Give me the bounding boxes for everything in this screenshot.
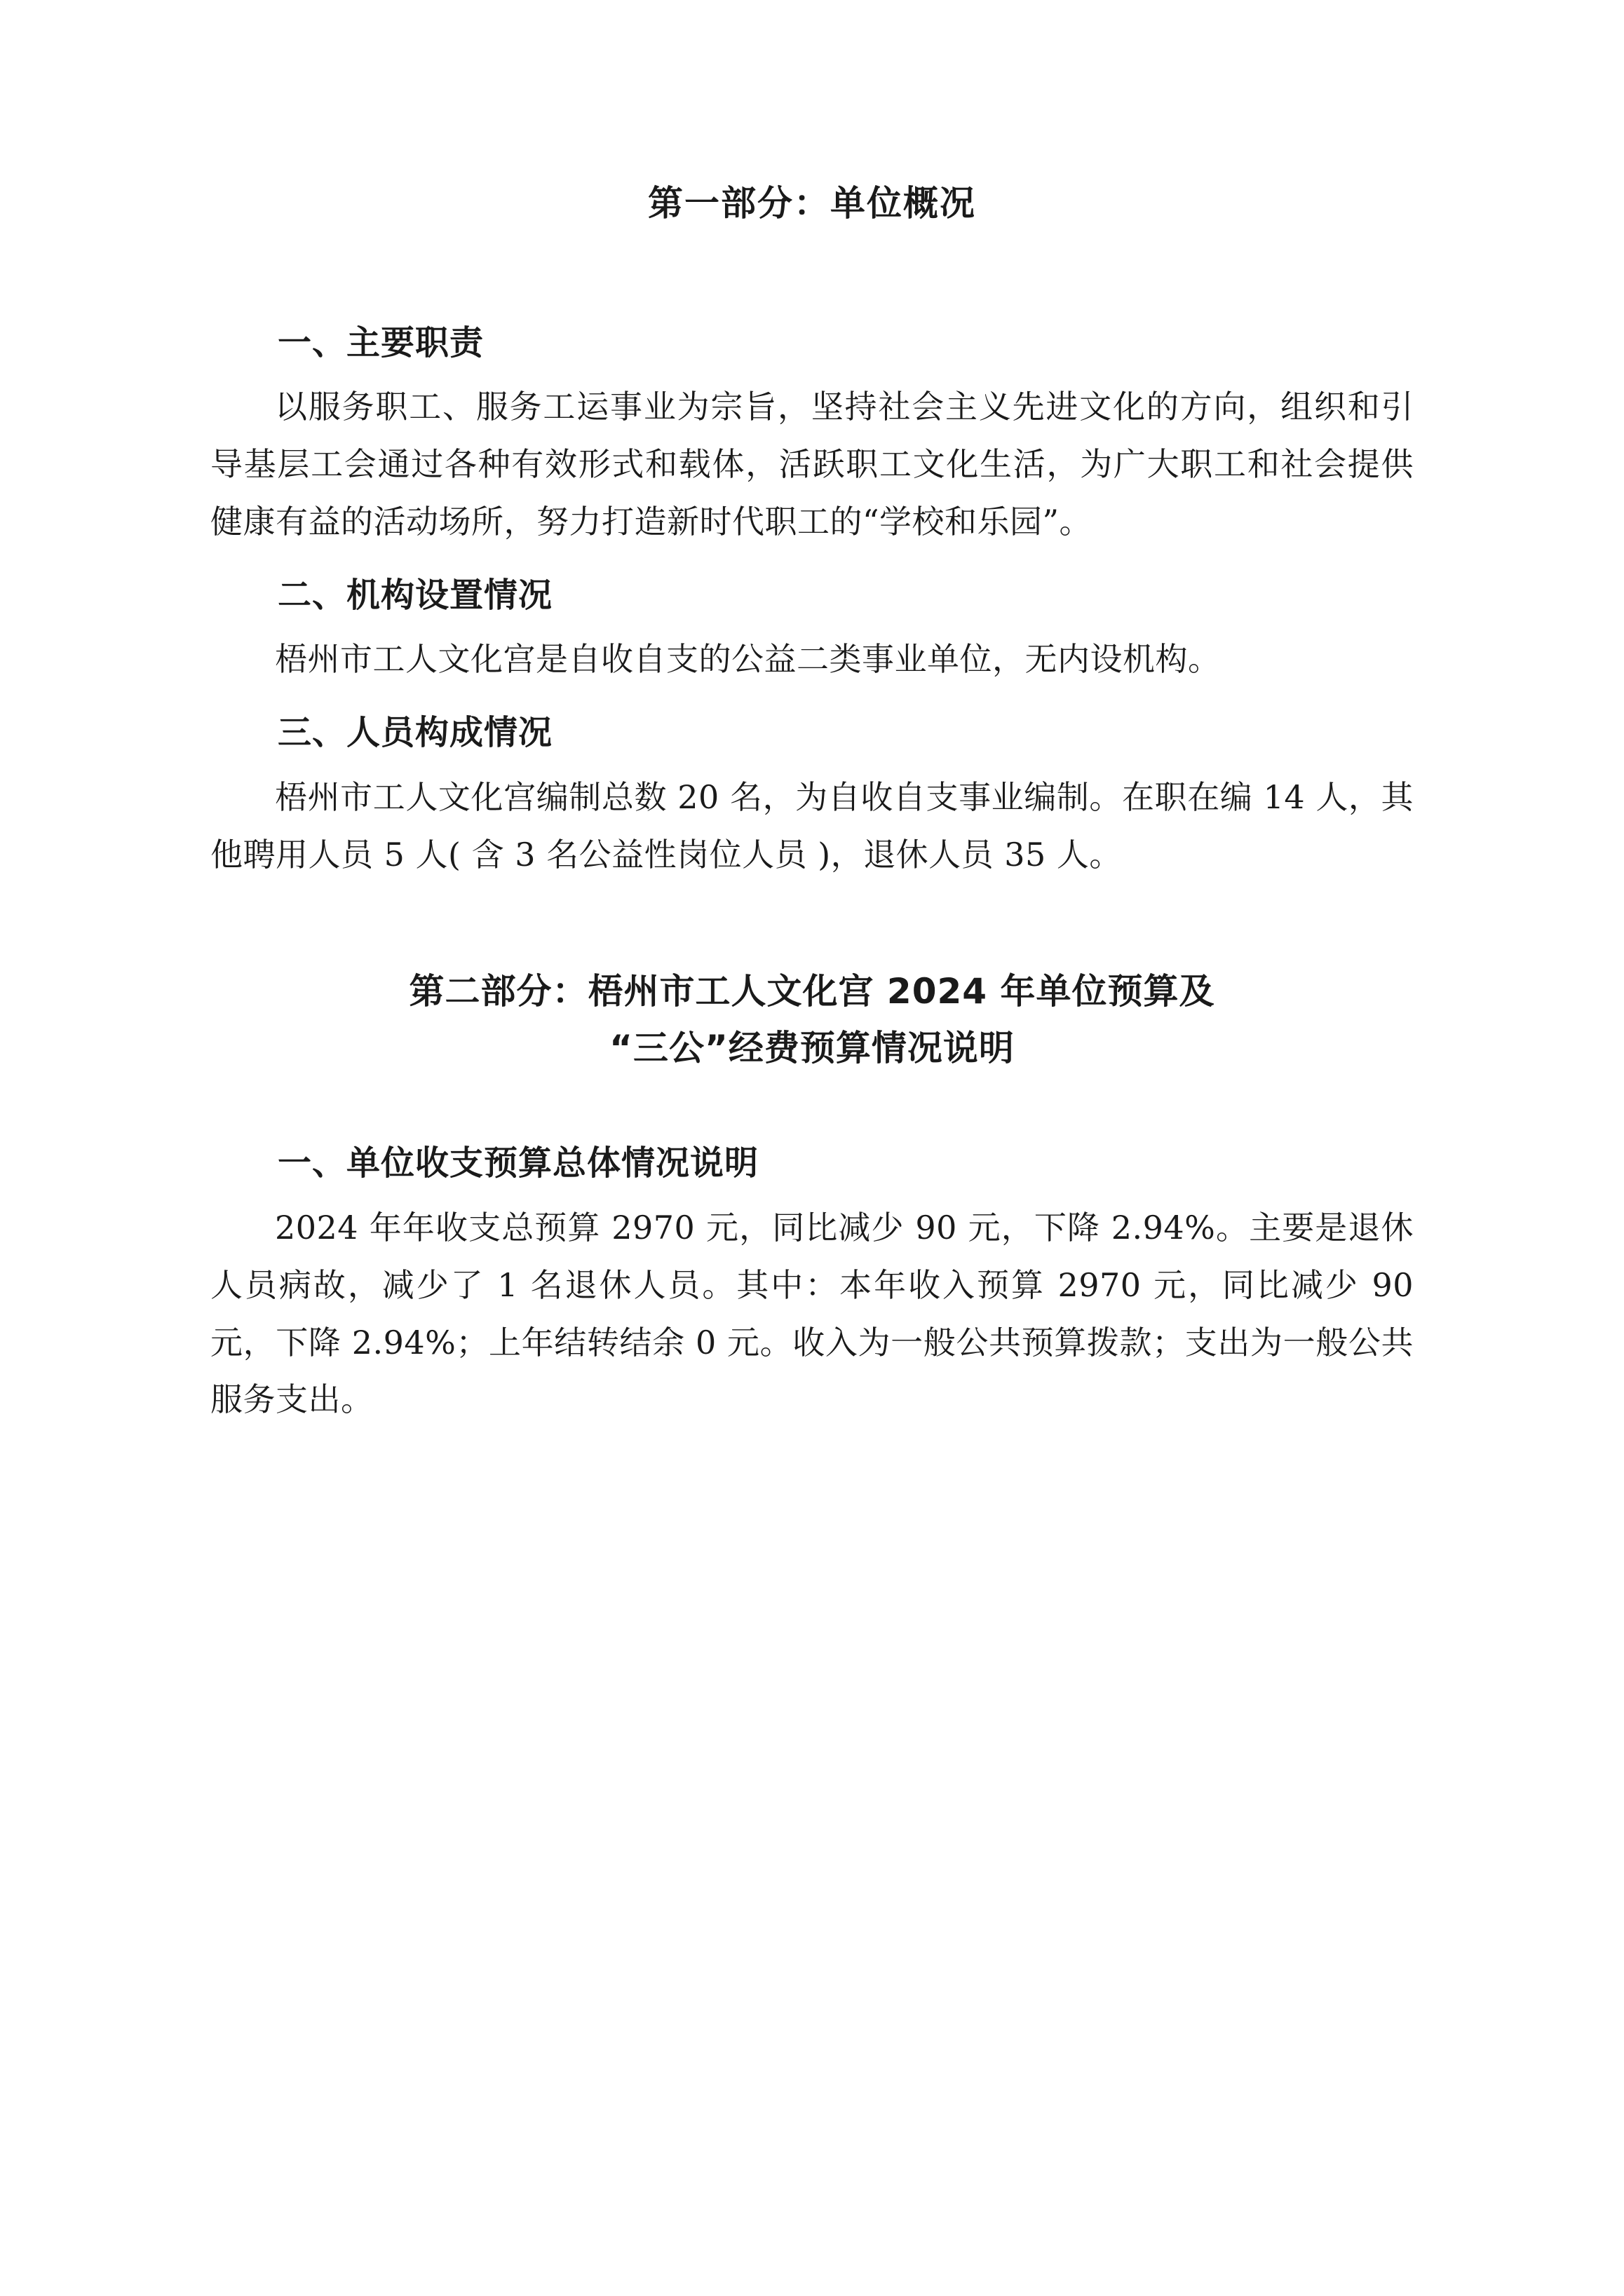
paragraph-staff-composition: 梧州市工人文化宫编制总数 20 名，为自收自支事业编制。在职在编 14 人，其他聘用人员 5 人( 含 3 名公益性岗位人员 )，退休人员 35 人。: [210, 777, 1414, 874]
section-heading-staff-composition: 三、人员构成情况: [278, 713, 553, 753]
paragraph-budget-overview: 2024 年年收支总预算 2970 元，同比减少 90 元，下降 2.94%。主要是退休人员病故，减少了 1 名退休人员。其中：本年收入预算 2970 元，同比减少 90 元，下降 2.94%；上年结转结余 0 元。收入为一般公共预算拨款；支出为一般公共服务支出。: [210, 1208, 1414, 1419]
section-heading-organization-setup: 二、机构设置情况: [278, 576, 553, 616]
part-one-title: 第一部分：单位概况: [648, 183, 976, 224]
section-heading-budget-overview: 一、单位收支预算总体情况说明: [278, 1143, 759, 1183]
paragraph-organization-setup: 梧州市工人文化宫是自收自支的公益二类事业单位，无内设机构。: [275, 640, 1221, 679]
paragraph-main-duties: 以服务职工、服务工运事业为宗旨，坚持社会主义先进文化的方向，组织和引导基层工会通过各种有效形式和载体，活跃职工文化生活，为广大职工和社会提供健康有益的活动场所，努力打造新时代职工的“学校和乐园”。: [210, 388, 1414, 541]
part-two-title-line2: “三公”经费预算情况说明: [609, 1028, 1015, 1069]
section-spacer: [210, 896, 1414, 963]
section-heading-main-duties: 一、主要职责: [278, 323, 485, 362]
part-two-title-line1: 第二部分：梧州市工人文化宫 2024 年单位预算及: [409, 971, 1215, 1012]
title-spacer: [210, 1077, 1414, 1137]
